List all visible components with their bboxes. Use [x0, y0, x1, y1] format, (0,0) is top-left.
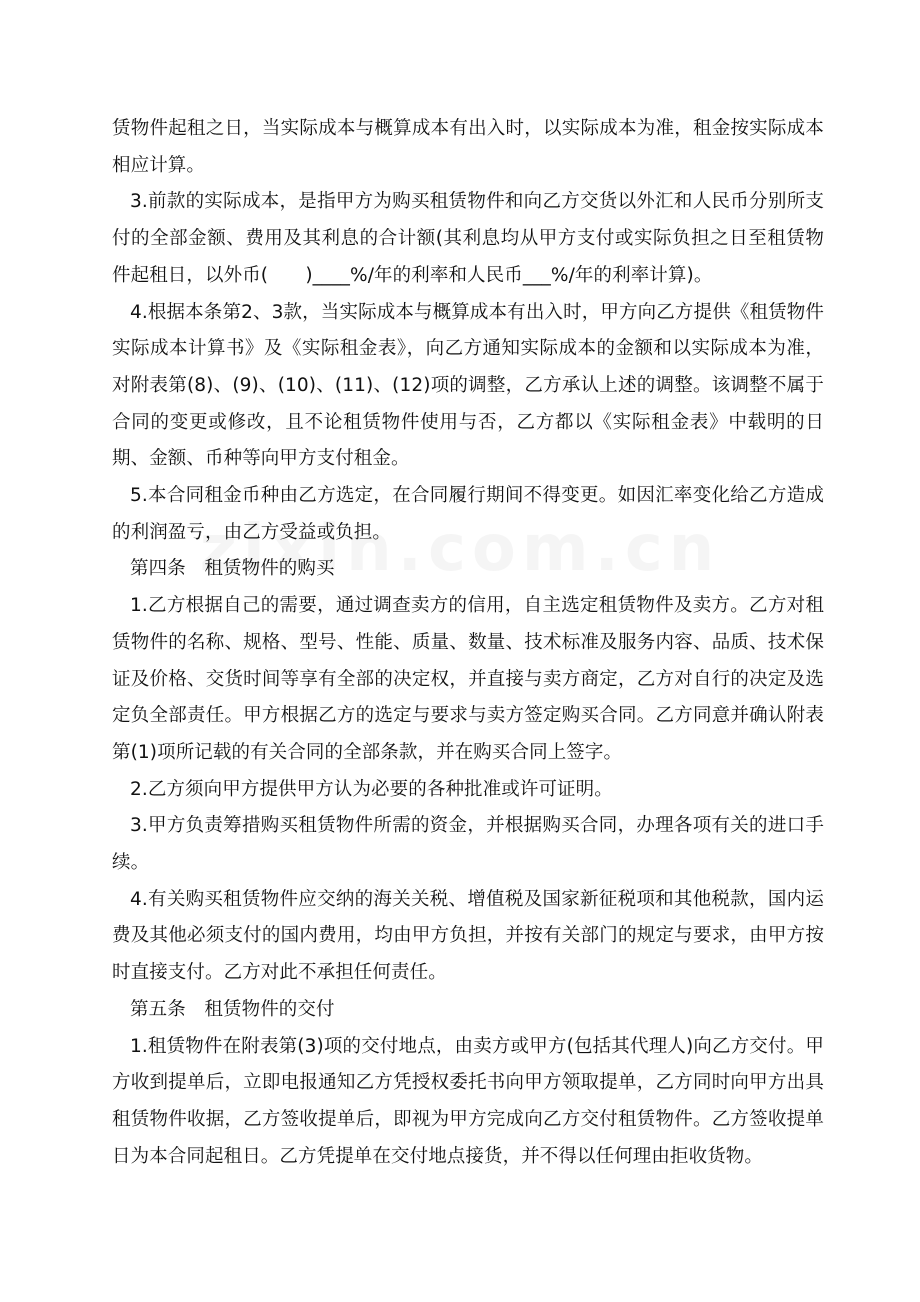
- paragraph-clause-3-4: 4.根据本条第2、3款，当实际成本与概算成本有出入时，甲方向乙方提供《租赁物件实际成本计算书》及《实际租金表》，向乙方通知实际成本的金额和以实际成本为准，对附表第(8)、(9)、(10)、(11)、(12)项的调整，乙方承认上述的调整。该调整不属于合同的变更或修改，且不论租赁物件使用与否，乙方都以《实际租金表》中载明的日期、金额、币种等向甲方支付租金。: [112, 301, 824, 470]
- paragraph-clause-3-5: 5.本合同租金币种由乙方选定，在合同履行期间不得变更。如因汇率变化给乙方造成的利润盈亏，由乙方受益或负担。: [112, 485, 824, 543]
- paragraph-clause-4-2: 2.乙方须向甲方提供甲方认为必要的各种批准或许可证明。: [130, 778, 613, 800]
- paragraph-clause-4-4: 4.有关购买租赁物件应交纳的海关关税、增值税及国家新征税项和其他税款，国内运费及其他必须支付的国内费用，均由甲方负担，并按有关部门的规定与要求，由甲方按时直接支付。乙方对此不承担任何责任。: [112, 888, 824, 984]
- section-heading-article-4: 第四条 租赁物件的购买: [130, 558, 335, 580]
- paragraph-clause-5-1: 1.租赁物件在附表第(3)项的交付地点，由卖方或甲方(包括其代理人)向乙方交付。甲方收到提单后，立即电报通知乙方凭授权委托书向甲方领取提单，乙方同时向甲方出具租赁物件收据，乙方签收提单后，即视为甲方完成向乙方交付租赁物件。乙方签收提单日为本合同起租日。乙方凭提单在交付地点接货，并不得以任何理由拒收货物。: [112, 1035, 824, 1167]
- paragraph-clause-3-3: 3.前款的实际成本，是指甲方为购买租赁物件和向乙方交货以外汇和人民币分别所支付的全部金额、费用及其利息的合计额(其利息均从甲方支付或实际负担之日至租赁物件起租日，以外币( )____%/年的利率和人民币___%/年的利率计算)。: [112, 191, 824, 286]
- paragraph-continuation: 赁物件起租之日，当实际成本与概算成本有出入时，以实际成本为准，租金按实际成本相应计算。: [112, 118, 824, 176]
- paragraph-clause-4-1: 1.乙方根据自己的需要，通过调查卖方的信用，自主选定租赁物件及卖方。乙方对租赁物件的名称、规格、型号、性能、质量、数量、技术标准及服务内容、品质、技术保证及价格、交货时间等享有全部的决定权，并直接与卖方商定，乙方对自行的决定及选定负全部责任。甲方根据乙方的选定与要求与卖方签定购买合同。乙方同意并确认附表第(1)项所记载的有关合同的全部条款，并在购买合同上签字。: [112, 595, 824, 763]
- paragraph-clause-4-3: 3.甲方负责筹措购买租赁物件所需的资金，并根据购买合同，办理各项有关的进口手续。: [112, 815, 824, 874]
- document-body: [112, 111, 824, 1175]
- section-heading-article-5: 第五条 租赁物件的交付: [130, 998, 335, 1020]
